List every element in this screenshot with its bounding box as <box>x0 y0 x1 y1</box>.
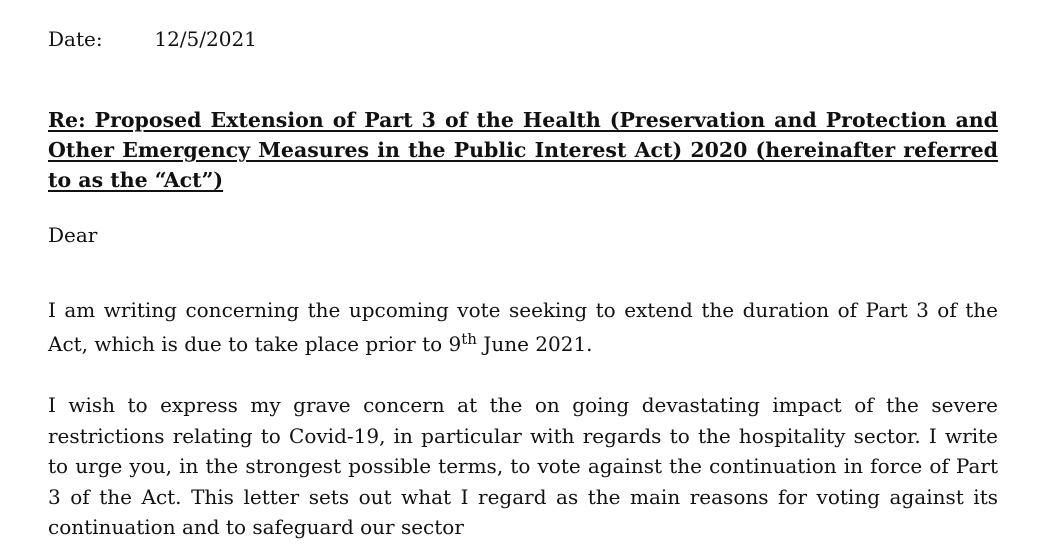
paragraph-1 <box>48 293 998 361</box>
paragraph-2: I wish to express my grave concern at the on going devastating impact of the severe restrictions relating to Covid-19, in particular with regards to the hospitality sector. I write to urge you, in the strongest possible terms, to vote against the continuation in force of Part 3 of the Act. This letter sets out what I regard as the main reasons for voting against its continuation and to safeguard our sector <box>48 393 998 539</box>
paragraph-1-text-after: June 2021. <box>476 332 593 356</box>
paragraph-1-text-before: I am writing concerning the upcoming vote seeking to extend the duration of Part 3 of the Act, which is due to take place prior to 9 <box>48 298 998 356</box>
date-line <box>48 24 257 54</box>
date-label: Date: <box>48 27 103 51</box>
subject-heading: Re: Proposed Extension of Part 3 of the Health (Preservation and Protection and Other Emergency Measures in the Public Interest Act) 2020 (hereinafter referred to as the “Act”) <box>48 108 998 192</box>
date-value: 12/5/2021 <box>154 27 257 51</box>
salutation: Dear <box>48 223 98 247</box>
ordinal-superscript: th <box>461 330 477 348</box>
